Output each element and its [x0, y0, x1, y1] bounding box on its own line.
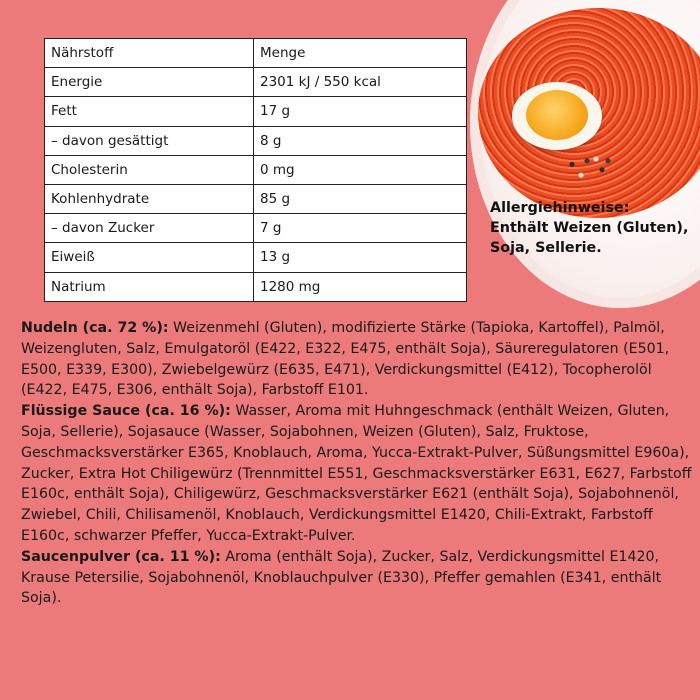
table-row	[45, 97, 467, 126]
ingredient-text: Wasser, Aroma mit Huhngeschmack (enthält Weizen, Gluten, Soja, Sellerie), Sojasauce (Wasser, Sojabohnen, Weizen (Gluten), Salz, Fruktose, Geschmacksverstärker E365, Knoblauch, Aroma, Yucca-Extrakt-Pulver, Süßungsmittel E960a), Zucker, Extra Hot Chiligewürz (Trennmittel E551, Geschmacksverstärker E631, E627, Farbstoff E160c, enthält Soja), Chiligewürz, Geschmacksverstärker E621 (enthält Soja), Sojabohnenöl, Zwiebel, Chili, Chilisamenöl, Knoblauch, Verdickungsmittel E1420, Chili-Extrakt, Farbstoff E160c, schwarzer Pfeffer, Yucca-Extrakt-Pulver.	[21, 403, 692, 544]
ingredient-text: Weizenmehl (Gluten), modifizierte Stärke (Tapioka, Kartoffel), Palmöl, Weizengluten, Salz, Emulgatoröl (E422, E322, E475, enthält Soja), Säureregulatoren (E501, E500, E339, E300), Zwiebelgewürz (E635, E471), Verdickungsmittel (E412), Tocopherolöl (E422, E475, E306, enthält Soja), Farbstoff E101.	[21, 320, 670, 399]
nutrient-amount: 7 g	[254, 214, 467, 243]
ingredient-text: Aroma (enthält Soja), Zucker, Salz, Verdickungsmittel E1420, Krause Petersilie, Sojabohnenöl, Knoblauchpulver (E330), Pfeffer gemahlen (E341, enthält Soja).	[21, 548, 662, 607]
nutrient-amount: 2301 kJ / 550 kcal	[254, 68, 467, 97]
nutrient-name: Fett	[45, 97, 254, 126]
allergy-text: Enthält Weizen (Gluten), Soja, Sellerie.	[490, 220, 689, 256]
table-row	[45, 243, 467, 272]
nutrient-name: Cholesterin	[45, 155, 254, 184]
table-row	[45, 214, 467, 243]
table-header-row	[45, 39, 467, 68]
nutrient-amount: 8 g	[254, 126, 467, 155]
nutrition-table	[44, 38, 467, 302]
nutrient-name: – davon Zucker	[45, 214, 254, 243]
nutrient-name: – davon gesättigt	[45, 126, 254, 155]
ingredient-section-noodles	[21, 318, 693, 401]
allergy-notice	[490, 198, 695, 258]
nutrient-name: Eiweiß	[45, 243, 254, 272]
table-row	[45, 272, 467, 301]
ingredients-list	[21, 318, 693, 609]
nutrient-amount: 1280 mg	[254, 272, 467, 301]
nutrient-name: Energie	[45, 68, 254, 97]
table-header-amount: Menge	[254, 39, 467, 68]
nutrient-name: Kohlenhydrate	[45, 184, 254, 213]
table-header-nutrient: Nährstoff	[45, 39, 254, 68]
ingredient-section-sauce	[21, 401, 693, 547]
table-row	[45, 155, 467, 184]
nutrient-amount: 0 mg	[254, 155, 467, 184]
ingredient-section-powder	[21, 547, 693, 609]
egg-yolk-image	[526, 90, 588, 140]
table-row	[45, 184, 467, 213]
ingredient-heading: Saucenpulver (ca. 11 %):	[21, 548, 221, 565]
allergy-title: Allergiehinweise:	[490, 200, 630, 216]
ingredient-heading: Nudeln (ca. 72 %):	[21, 320, 169, 336]
table-row	[45, 126, 467, 155]
table-row	[45, 68, 467, 97]
nutrient-amount: 85 g	[254, 184, 467, 213]
sesame-topping-image	[560, 150, 620, 186]
ingredient-heading: Flüssige Sauce (ca. 16 %):	[21, 403, 231, 420]
nutrient-amount: 13 g	[254, 243, 467, 272]
nutrient-name: Natrium	[45, 272, 254, 301]
nutrient-amount: 17 g	[254, 97, 467, 126]
